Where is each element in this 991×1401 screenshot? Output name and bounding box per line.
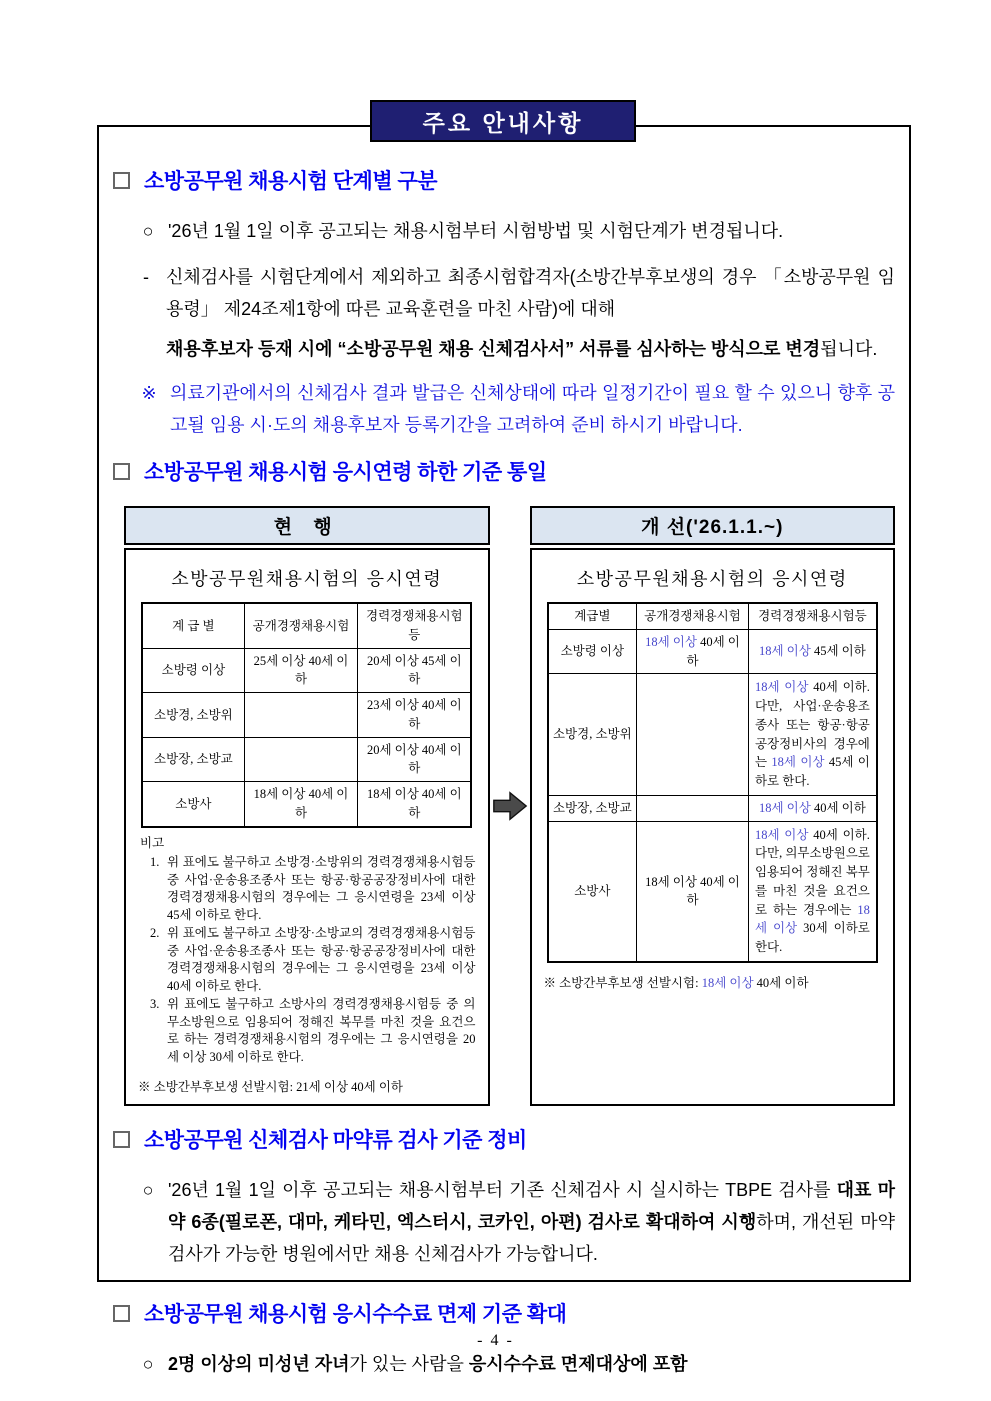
text-run: 소방사 bbox=[175, 796, 212, 811]
table-header-row bbox=[548, 603, 877, 629]
stage-detail-body bbox=[166, 261, 895, 365]
text-run: ※ 소방간부후보생 선발시험: 21세 이상 40세 이하 bbox=[138, 1080, 403, 1095]
text-run: '26년 1월 1일 이후 공고되는 채용시험부터 기존 신체검사 시 실시하는 TBPE 검사를 bbox=[168, 1180, 837, 1201]
square-bullet-icon bbox=[113, 463, 130, 480]
dash-bullet-icon: - bbox=[143, 267, 149, 288]
stage-intro-item bbox=[139, 215, 895, 247]
current-panel-notes bbox=[136, 835, 478, 1068]
table-cell bbox=[142, 737, 244, 782]
right-arrow-icon bbox=[491, 789, 529, 823]
table-cell bbox=[358, 737, 472, 782]
drug-test-text bbox=[168, 1174, 895, 1270]
text-run: 소방경, 소방위 bbox=[154, 707, 233, 722]
note-item: 위 표에도 불구하고 소방사의 경력경쟁채용시험등 중 의무소방원으로 임용되어 정해진 복무를 마친 것을 요건으로 하는 경력경쟁채용시험의 경우에는 그 응시연령을 20세 이상 30세 이하로 한다. bbox=[167, 997, 476, 1064]
stage-intro-text: '26년 1월 1일 이후 공고되는 채용시험부터 시험방법 및 시험단계가 변경됩니다. bbox=[168, 221, 784, 241]
text-run: 응시수수료 면제대상에 포함 bbox=[468, 1354, 688, 1375]
improved-panel-title: 소방공무원채용시험의 응시연령 bbox=[576, 569, 848, 590]
text-run: 소방사 bbox=[574, 883, 611, 898]
text-run: 30세 이하로 한다. bbox=[754, 921, 870, 955]
text-run: 소방장, 소방교 bbox=[154, 752, 233, 767]
text-run: 하며, 개선된 마약검사가 가능한 병원에서만 채용 신체검사가 가능합니다. bbox=[168, 1212, 896, 1265]
text-run: 18세 이상 bbox=[771, 755, 825, 770]
text-run: 23세 이상 40세 이하 bbox=[366, 698, 462, 731]
table-row bbox=[142, 737, 471, 782]
table-cell bbox=[244, 648, 358, 693]
table-header-row bbox=[142, 603, 471, 648]
column-header: 경력경쟁채용시험등 bbox=[748, 603, 876, 629]
column-header: 경력경쟁채용시험등 bbox=[358, 603, 472, 648]
text-run: 됩니다. bbox=[820, 339, 878, 360]
text-run: 18세 이상 bbox=[758, 800, 811, 815]
drug-test-item bbox=[139, 1174, 895, 1270]
square-bullet-icon bbox=[113, 1131, 130, 1148]
table-cell bbox=[244, 693, 358, 738]
text-run: 25세 이상 40세 이하 bbox=[253, 653, 349, 687]
text-run: 소방령 이상 bbox=[161, 663, 226, 678]
column-header: 계 급 별 bbox=[142, 603, 244, 648]
circle-bullet-icon: ○ bbox=[142, 1354, 154, 1375]
text-run: 45세 이하 bbox=[810, 644, 866, 659]
notes-list bbox=[150, 854, 476, 1066]
section-heading-exam-stages bbox=[113, 165, 895, 195]
section-heading-text: 소방공무원 채용시험 단계별 구분 bbox=[144, 170, 438, 193]
circle-bullet-icon: ○ bbox=[142, 1180, 154, 1201]
table-cell bbox=[548, 629, 637, 674]
table-row bbox=[548, 629, 877, 674]
table-row bbox=[142, 648, 471, 693]
table-row bbox=[142, 782, 471, 827]
square-bullet-icon bbox=[113, 1305, 130, 1322]
note-item: 위 표에도 불구하고 소방장·소방교의 경력경쟁채용시험등 중 사업·운송용조종사 또는 항공·항공공장정비사에 대한 경력경쟁채용시험의 경우에는 그 응시연령을 23세 이상 40세 이하로 한다. bbox=[167, 926, 476, 993]
notes-label: 비고 bbox=[140, 835, 165, 850]
table-cell bbox=[748, 795, 876, 821]
text-run: 채용후보자 등재 시에 “소방공무원 채용 신체검사서” 서류를 심사하는 방식으로 변경 bbox=[166, 339, 821, 360]
column-header: 공개경쟁채용시험 bbox=[244, 603, 358, 648]
table-row bbox=[142, 693, 471, 738]
table-row bbox=[548, 821, 877, 962]
text-run: 소방경, 소방위 bbox=[552, 727, 632, 742]
text-run: 45세 이하로 한다. bbox=[754, 755, 870, 789]
table-cell bbox=[748, 821, 876, 962]
text-run: 18세 이상 bbox=[754, 902, 870, 936]
page-number: - 4 - bbox=[477, 1332, 514, 1349]
stage-detail-bold-text bbox=[166, 333, 895, 365]
table-cell bbox=[244, 737, 358, 782]
section-heading-text: 소방공무원 채용시험 응시연령 하한 기준 통일 bbox=[144, 461, 547, 485]
column-header: 계급별 bbox=[548, 603, 637, 629]
current-panel-title: 소방공무원채용시험의 응시연령 bbox=[171, 569, 443, 590]
table-cell bbox=[142, 782, 244, 827]
table-cell bbox=[142, 648, 244, 693]
text-run: 2명 이상의 미성년 자녀 bbox=[168, 1354, 350, 1375]
text-run: 18세 이상 40세 이하 bbox=[253, 787, 349, 820]
square-bullet-icon bbox=[113, 172, 130, 189]
text-run: 40세 이하 bbox=[810, 800, 866, 815]
improved-panel bbox=[530, 506, 896, 1106]
table-cell bbox=[358, 648, 472, 693]
circle-bullet-icon: ○ bbox=[142, 221, 154, 241]
improved-age-table bbox=[547, 602, 878, 963]
text-run: 40세 이하. 다만, 의무소방원으로 임용되어 정해진 복무를 마친 것을 요건으로 하는 경우에는 bbox=[754, 827, 870, 917]
text-run: 18세 이상 40세 이하 bbox=[366, 787, 462, 820]
table-cell bbox=[548, 674, 637, 796]
table-cell bbox=[358, 782, 472, 827]
fee-waiver-item bbox=[139, 1348, 895, 1380]
table-cell bbox=[637, 674, 749, 796]
text-run: 18세 이상 40세 이하 bbox=[645, 874, 740, 908]
text-run: 40세 이하 bbox=[686, 634, 740, 668]
text-run: 18세 이상 bbox=[754, 680, 809, 695]
notice-banner bbox=[370, 100, 636, 142]
table-cell bbox=[748, 629, 876, 674]
note-item: 위 표에도 불구하고 소방경·소방위의 경력경쟁채용시험등 중 사업·운송용조종사 또는 항공·항공공장정비사에 대한 경력경쟁채용시험의 경우에는 그 응시연령을 23세 이상 45세 이하로 한다. bbox=[167, 855, 476, 922]
text-run: 소방장, 소방교 bbox=[552, 800, 632, 815]
table-cell bbox=[548, 821, 637, 962]
current-panel bbox=[124, 506, 490, 1106]
improved-panel-body bbox=[530, 548, 896, 1106]
fee-waiver-text bbox=[168, 1348, 688, 1380]
table-cell bbox=[548, 795, 637, 821]
text-run: ※ 소방간부후보생 선발시험: bbox=[543, 975, 702, 990]
table-cell bbox=[142, 693, 244, 738]
section-heading-drug-test bbox=[113, 1124, 895, 1154]
transition-arrow-wrap bbox=[490, 506, 530, 1106]
text-run: 18세 이상 bbox=[754, 827, 809, 842]
table-cell bbox=[748, 674, 876, 796]
text-run: 20세 이상 45세 이하 bbox=[366, 653, 462, 687]
table-cell bbox=[637, 795, 749, 821]
current-age-table bbox=[141, 602, 472, 828]
stage-reference-note bbox=[139, 377, 895, 441]
text-run: 40세 이하 bbox=[753, 975, 809, 990]
section-heading-text: 소방공무원 채용시험 응시수수료 면제 기준 확대 bbox=[144, 1303, 567, 1327]
content-box bbox=[97, 125, 911, 1375]
table-cell bbox=[358, 693, 472, 738]
stage-detail-item bbox=[137, 261, 895, 365]
text-run: 18세 이상 bbox=[701, 975, 754, 990]
text-run: 18세 이상 bbox=[758, 644, 811, 659]
improved-panel-header: 개 선('26.1.1.~) bbox=[530, 506, 896, 545]
column-header: 공개경쟁채용시험 bbox=[637, 603, 749, 629]
comparison-panels bbox=[124, 506, 895, 1106]
improved-panel-footnote bbox=[542, 973, 884, 991]
text-run: 40세 이하. 다만, 사업·운송용조종사 또는 항공·항공공장정비사의 경우에는 bbox=[754, 680, 870, 770]
table-cell bbox=[637, 629, 749, 674]
table-row bbox=[548, 674, 877, 796]
text-run: 대표 마약 6종(필로폰, 대마, 케타민, 엑스터시, 코카인, 아편) 검사로 확대하여 시행 bbox=[168, 1180, 895, 1233]
table-cell bbox=[244, 782, 358, 827]
section-heading-fee-waiver bbox=[113, 1298, 895, 1328]
section-heading-text: 소방공무원 신체검사 마약류 검사 기준 정비 bbox=[144, 1129, 527, 1153]
text-run: 소방령 이상 bbox=[560, 644, 625, 659]
table-row bbox=[548, 795, 877, 821]
stage-reference-text: 의료기관에서의 신체검사 결과 발급은 신체상태에 따라 일정기간이 필요 할 수 있으니 향후 공고될 임용 시·도의 채용후보자 등록기간을 고려하여 준비 하시기 바랍니다. bbox=[170, 383, 895, 436]
current-panel-footnote bbox=[136, 1077, 478, 1095]
section-heading-age-limit bbox=[113, 456, 895, 486]
text-run: 20세 이상 40세 이하 bbox=[366, 742, 462, 776]
current-panel-header: 현 행 bbox=[124, 506, 490, 545]
notice-banner-title: 주요 안내사항 bbox=[422, 109, 584, 136]
text-run: 18세 이상 bbox=[645, 634, 697, 649]
stage-detail-text: 신체검사를 시험단계에서 제외하고 최종시험합격자(소방간부후보생의 경우 「소방공무원 임용령」 제24조제1항에 따른 교육훈련을 마친 사람)에 대해 bbox=[166, 267, 895, 320]
current-panel-body bbox=[124, 548, 490, 1106]
table-cell bbox=[637, 821, 749, 962]
text-run: 가 있는 사람을 bbox=[349, 1354, 469, 1375]
reference-mark-icon: ※ bbox=[141, 383, 157, 404]
